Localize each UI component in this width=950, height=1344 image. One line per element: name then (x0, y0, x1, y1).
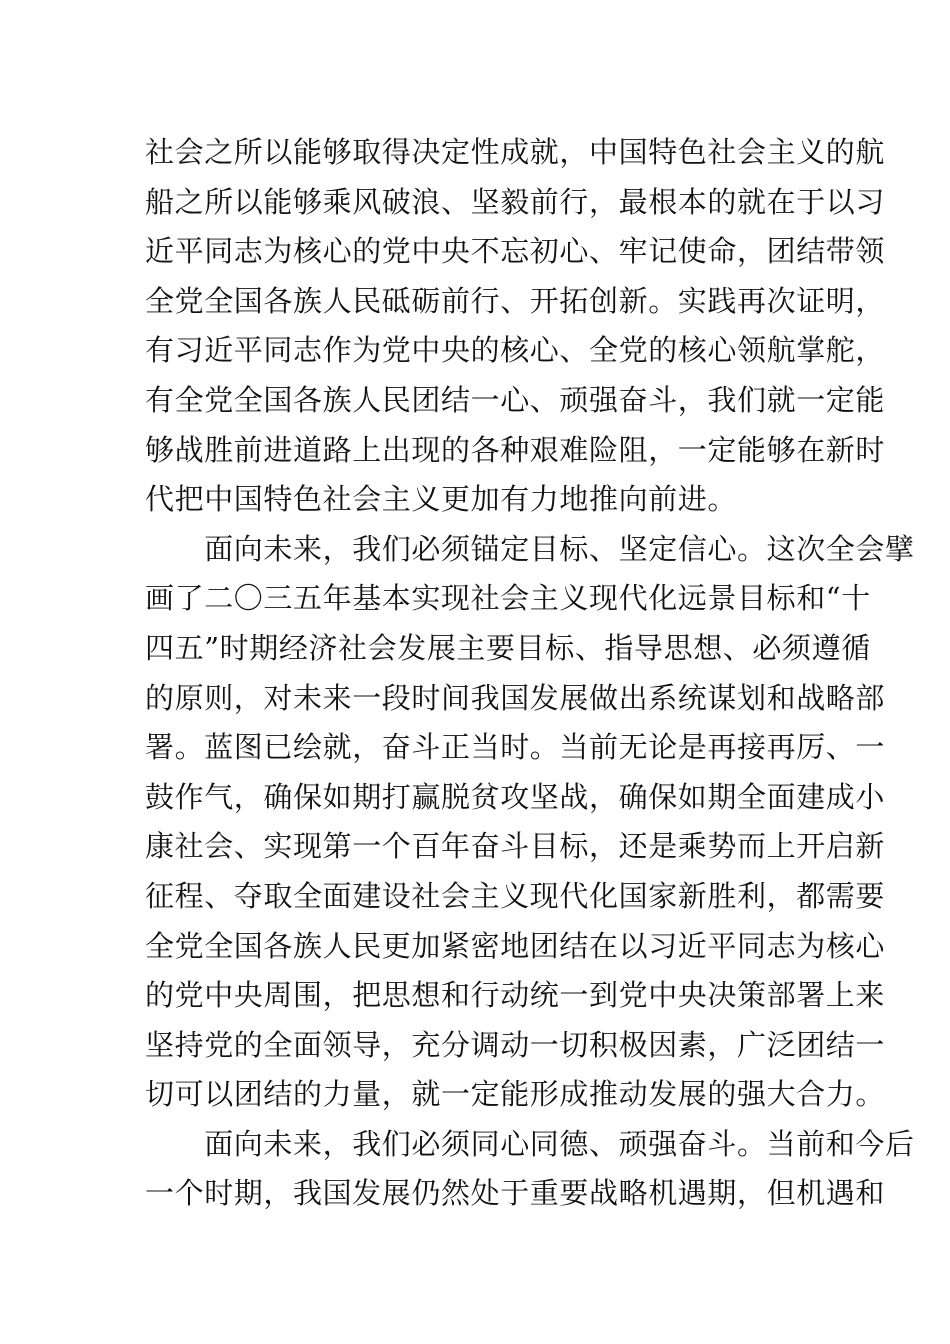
text-line: 画了二〇三五年基本实现社会主义现代化远景目标和“十 (145, 581, 871, 616)
text-line: 有习近平同志作为党中央的核心、全党的核心领航掌舵， (145, 333, 886, 368)
text-line: 社会之所以能够取得决定性成就，中国特色社会主义的航 (145, 135, 886, 169)
text-line: 面向未来，我们必须同心同德、顽强奋斗。当前和今后 (145, 1126, 915, 1161)
text-line: 征程、夺取全面建设社会主义现代化国家新胜利，都需要 (145, 878, 886, 913)
paragraph (145, 128, 886, 525)
text-line: 四五”时期经济社会发展主要目标、指导思想、必须遵循 (145, 630, 871, 665)
text-line: 有全党全国各族人民团结一心、顽强奋斗，我们就一定能 (145, 382, 886, 417)
paragraph (145, 525, 915, 1120)
text-line: 全党全国各族人民砥砺前行、开拓创新。实践再次证明， (145, 283, 886, 318)
text-line: 一个时期，我国发展仍然处于重要战略机遇期，但机遇和 (145, 1176, 886, 1211)
text-line: 够战胜前进道路上出现的各种艰难险阻，一定能够在新时 (145, 432, 886, 467)
text-line: 署。蓝图已绘就，奋斗正当时。当前无论是再接再厉、一 (145, 730, 886, 765)
text-line: 代把中国特色社会主义更加有力地推向前进。 (145, 482, 738, 517)
text-line: 坚持党的全面领导，充分调动一切积极因素，广泛团结一 (145, 1027, 886, 1062)
text-line: 切可以团结的力量，就一定能形成推动发展的强大合力。 (145, 1077, 886, 1112)
text-line: 的党中央周围，把思想和行动统一到党中央决策部署上来 (145, 978, 886, 1013)
text-line: 全党全国各族人民更加紧密地团结在以习近平同志为核心 (145, 928, 886, 963)
text-line: 面向未来，我们必须锚定目标、坚定信心。这次全会擘 (145, 531, 915, 566)
paragraph (145, 1120, 915, 1219)
text-line: 鼓作气，确保如期打赢脱贫攻坚战，确保如期全面建成小 (145, 779, 886, 814)
text-line: 的原则，对未来一段时间我国发展做出系统谋划和战略部 (145, 680, 886, 715)
text-line: 康社会、实现第一个百年奋斗目标，还是乘势而上开启新 (145, 829, 886, 864)
text-line: 船之所以能够乘风破浪、坚毅前行，最根本的就在于以习 (145, 184, 886, 219)
body-text (145, 128, 915, 1219)
text-line: 近平同志为核心的党中央不忘初心、牢记使命，团结带领 (145, 234, 886, 269)
